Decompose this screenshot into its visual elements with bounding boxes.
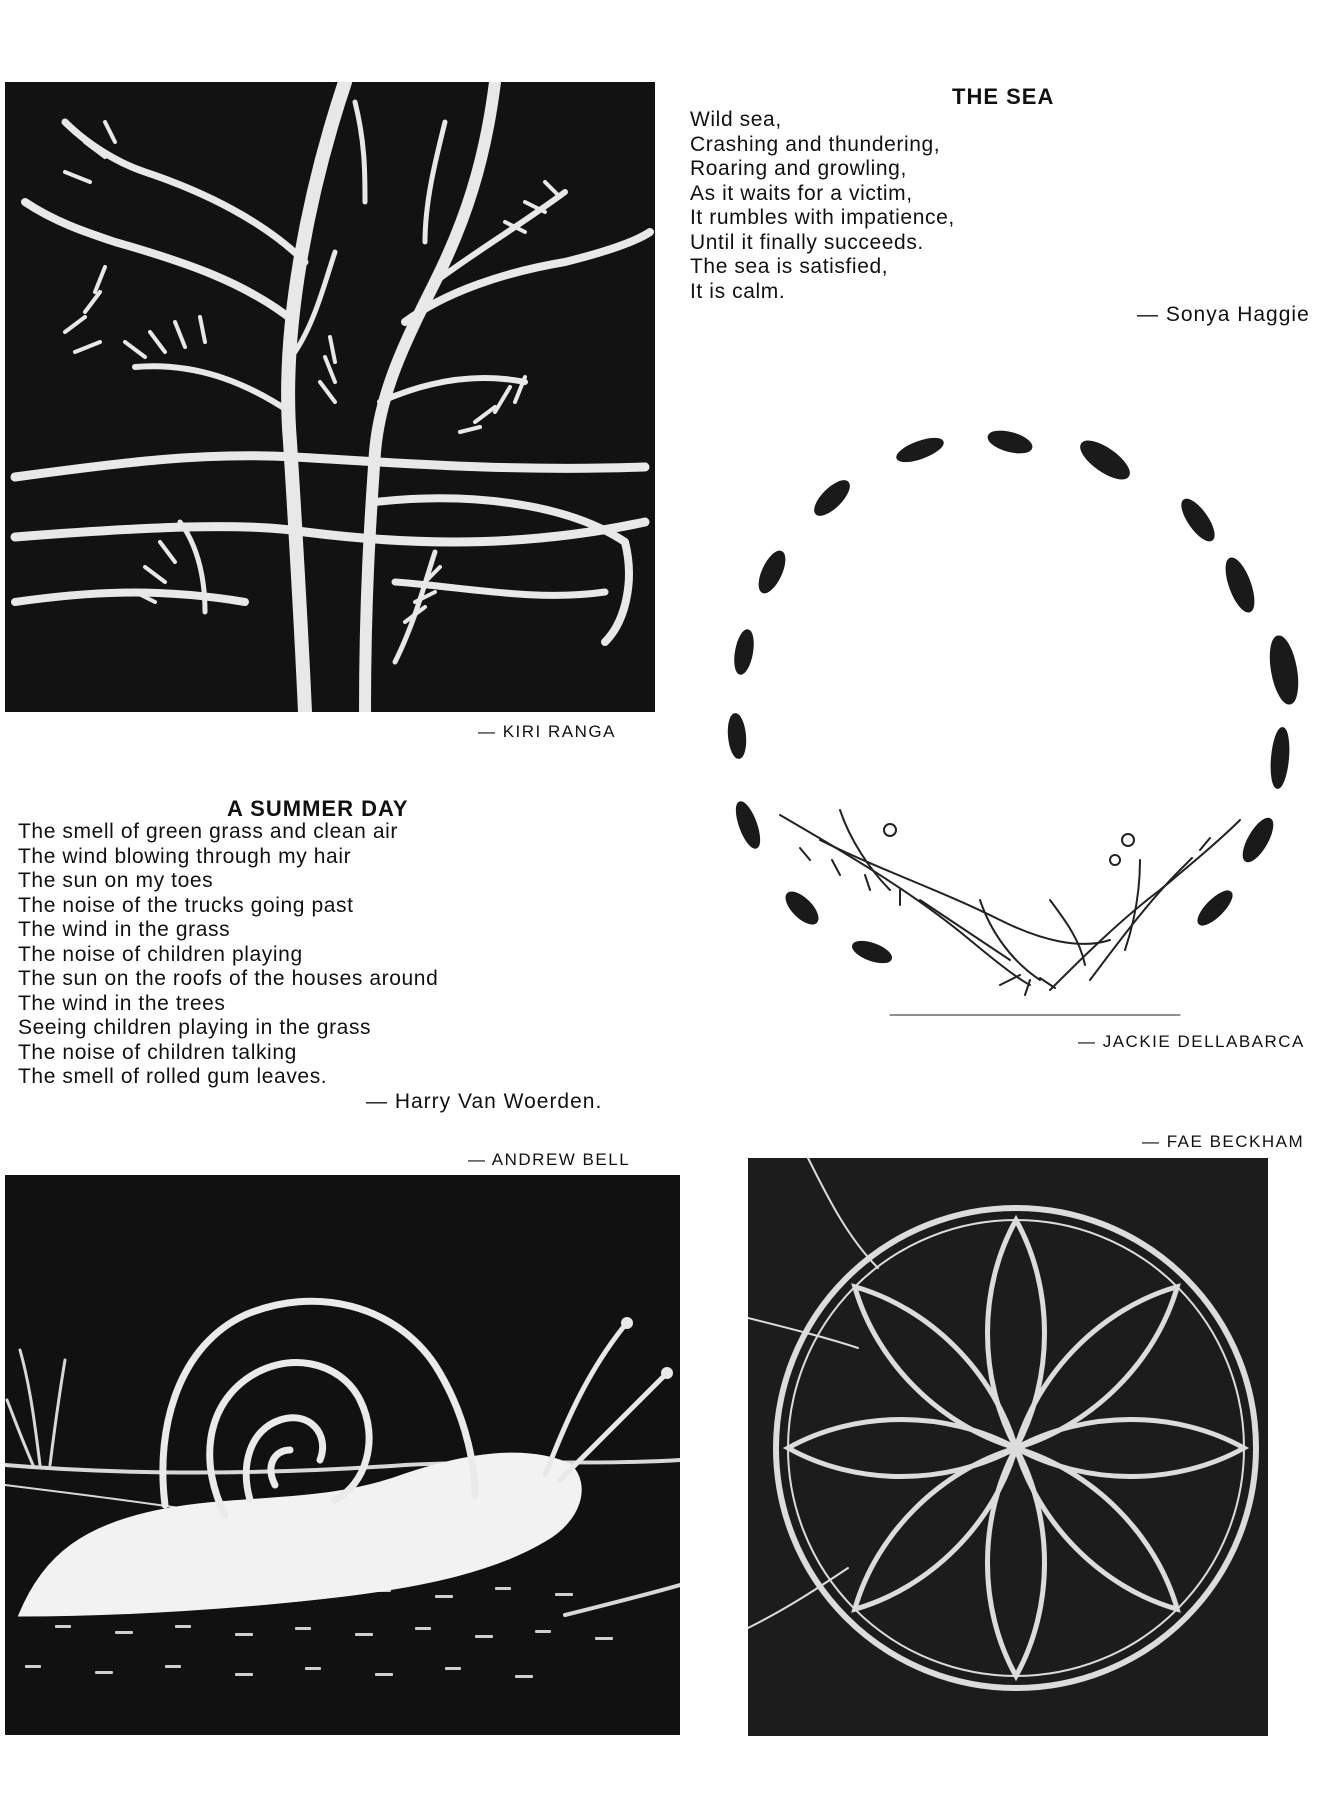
snail-credit: — ANDREW BELL	[468, 1150, 631, 1169]
snail-illustration	[5, 1175, 680, 1735]
wreath-credit: — JACKIE DELLABARCA	[1078, 1032, 1305, 1051]
poem-line: The noise of children playing	[18, 942, 303, 966]
sea-poem-title: THE SEA	[952, 84, 1055, 109]
poem-line: Until it finally succeeds.	[690, 230, 924, 254]
wreath-drawing	[720, 420, 1320, 1020]
poem-line: The noise of children talking	[18, 1040, 297, 1064]
tree-illustration	[5, 82, 655, 712]
poem-line: The smell of rolled gum leaves.	[18, 1065, 328, 1088]
tree-credit: — KIRI RANGA	[478, 722, 616, 741]
poem-line: The sun on my toes	[18, 869, 214, 892]
poem-line: The smell of green grass and clean air	[18, 820, 398, 843]
snail-print	[5, 1175, 680, 1735]
poem-line: The wind blowing through my hair	[18, 844, 352, 868]
poem-line: Crashing and thundering,	[690, 132, 941, 156]
poem-line: It is calm.	[690, 279, 786, 303]
poem-line: The wind in the trees	[18, 991, 226, 1015]
poem-line: The sun on the roofs of the houses around	[18, 967, 439, 990]
wreath-illustration	[720, 420, 1320, 1020]
poem-line: It rumbles with impatience,	[690, 206, 955, 229]
flower-credit: — FAE BECKHAM	[1142, 1132, 1305, 1151]
poem-line: The noise of the trucks going past	[18, 893, 354, 917]
poem-line: As it waits for a victim,	[690, 181, 913, 205]
flower-illustration	[748, 1158, 1268, 1736]
flower-print	[748, 1158, 1268, 1736]
poem-line: The sea is satisfied,	[690, 255, 889, 278]
tree-print	[5, 82, 655, 712]
summer-poem-title: A SUMMER DAY	[227, 796, 409, 821]
poem-line: Wild sea,	[690, 108, 782, 131]
summer-poem-author: — Harry Van Woerden.	[366, 1090, 603, 1113]
sea-poem-author: — Sonya Haggie	[1137, 303, 1310, 326]
poem-line: The wind in the grass	[18, 918, 231, 941]
sea-poem-body	[690, 108, 955, 304]
summer-poem-body	[18, 820, 438, 1090]
poem-line: Roaring and growling,	[690, 157, 907, 180]
poem-line: Seeing children playing in the grass	[18, 1016, 372, 1039]
